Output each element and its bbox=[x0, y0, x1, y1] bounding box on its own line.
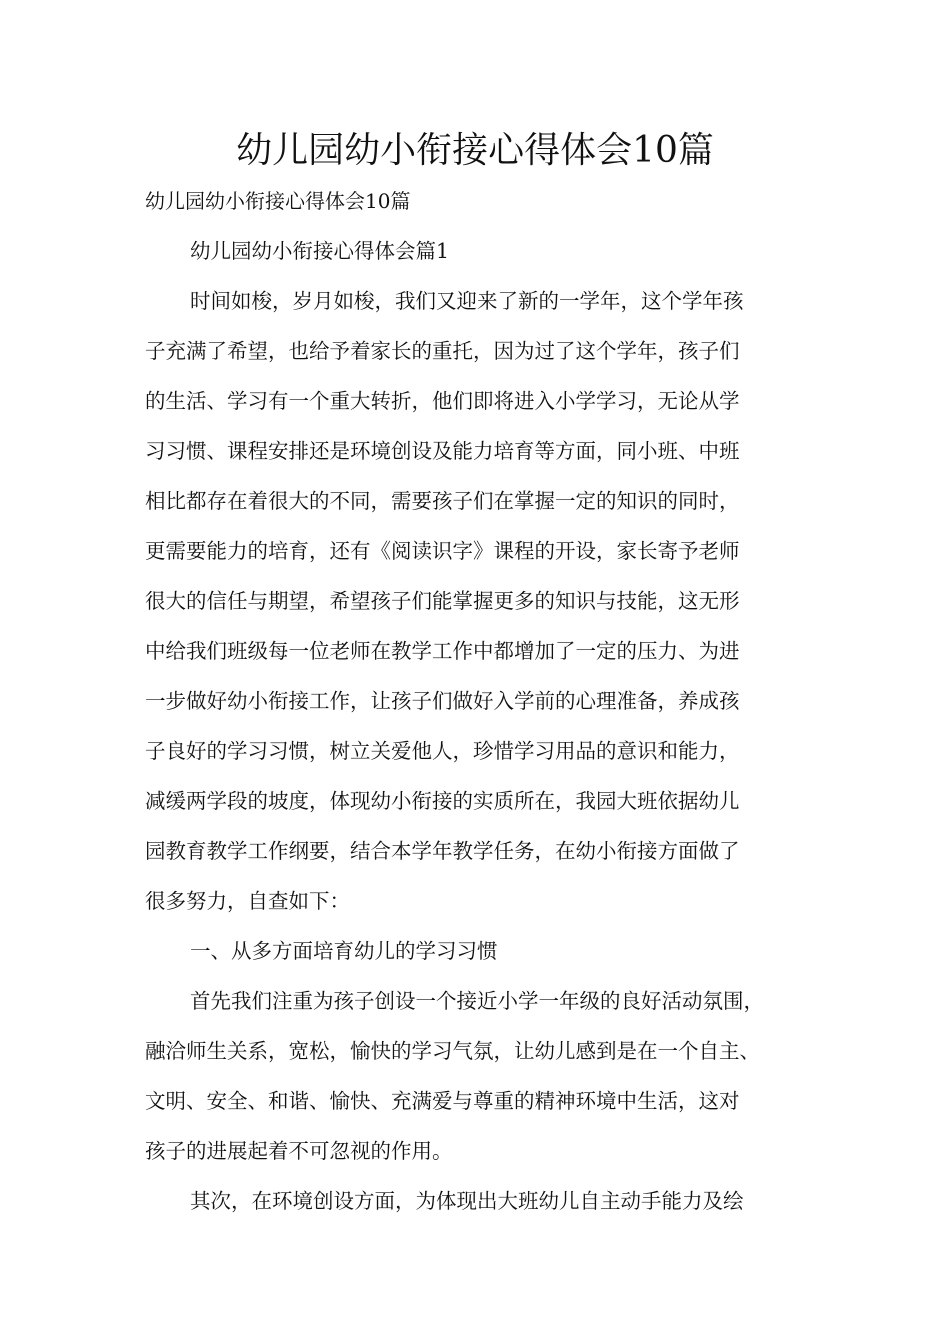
paragraph-1-line: 中给我们班级每一位老师在教学工作中都增加了一定的压力、为进 bbox=[145, 639, 740, 663]
section-heading: 幼儿园幼小衔接心得体会篇1 bbox=[190, 239, 450, 263]
document-title: 幼儿园幼小衔接心得体会10篇 bbox=[236, 130, 714, 171]
paragraph-1-line: 的生活、学习有一个重大转折，他们即将进入小学学习，无论从学 bbox=[145, 389, 740, 413]
paragraph-1-line: 相比都存在着很大的不同，需要孩子们在掌握一定的知识的同时， bbox=[145, 489, 740, 513]
paragraph-1-line: 园教育教学工作纲要，结合本学年教学任务，在幼小衔接方面做了 bbox=[145, 839, 740, 863]
paragraph-1-line: 一步做好幼小衔接工作，让孩子们做好入学前的心理准备，养成孩 bbox=[145, 689, 740, 713]
paragraph-1-line: 很大的信任与期望，希望孩子们能掌握更多的知识与技能，这无形 bbox=[145, 589, 740, 613]
paragraph-1-line: 减缓两学段的坡度，体现幼小衔接的实质所在，我园大班依据幼儿 bbox=[145, 789, 740, 813]
paragraph-1-line: 很多努力，自查如下： bbox=[145, 889, 350, 913]
heading-1: 一、从多方面培育幼儿的学习习惯 bbox=[190, 939, 498, 963]
document-subtitle: 幼儿园幼小衔接心得体会10篇 bbox=[145, 189, 411, 213]
paragraph-2-line: 首先我们注重为孩子创设一个接近小学一年级的良好活动氛围， bbox=[190, 989, 764, 1013]
paragraph-2-line: 融洽师生关系，宽松，愉快的学习气氛，让幼儿感到是在一个自主、 bbox=[145, 1039, 760, 1063]
paragraph-1-line: 子良好的学习习惯，树立关爱他人，珍惜学习用品的意识和能力， bbox=[145, 739, 740, 763]
paragraph-1-line: 时间如梭，岁月如梭，我们又迎来了新的一学年，这个学年孩 bbox=[190, 289, 744, 313]
paragraph-1-line: 更需要能力的培育，还有《阅读识字》课程的开设，家长寄予老师 bbox=[145, 539, 740, 563]
paragraph-3-line: 其次，在环境创设方面，为体现出大班幼儿自主动手能力及绘 bbox=[190, 1189, 744, 1213]
paragraph-1-line: 习习惯、课程安排还是环境创设及能力培育等方面，同小班、中班 bbox=[145, 439, 740, 463]
paragraph-1-line: 子充满了希望，也给予着家长的重托，因为过了这个学年，孩子们 bbox=[145, 339, 740, 363]
paragraph-2-line: 文明、安全、和谐、愉快、充满爱与尊重的精神环境中生活，这对 bbox=[145, 1089, 740, 1113]
paragraph-2-line: 孩子的进展起着不可忽视的作用。 bbox=[145, 1139, 453, 1163]
